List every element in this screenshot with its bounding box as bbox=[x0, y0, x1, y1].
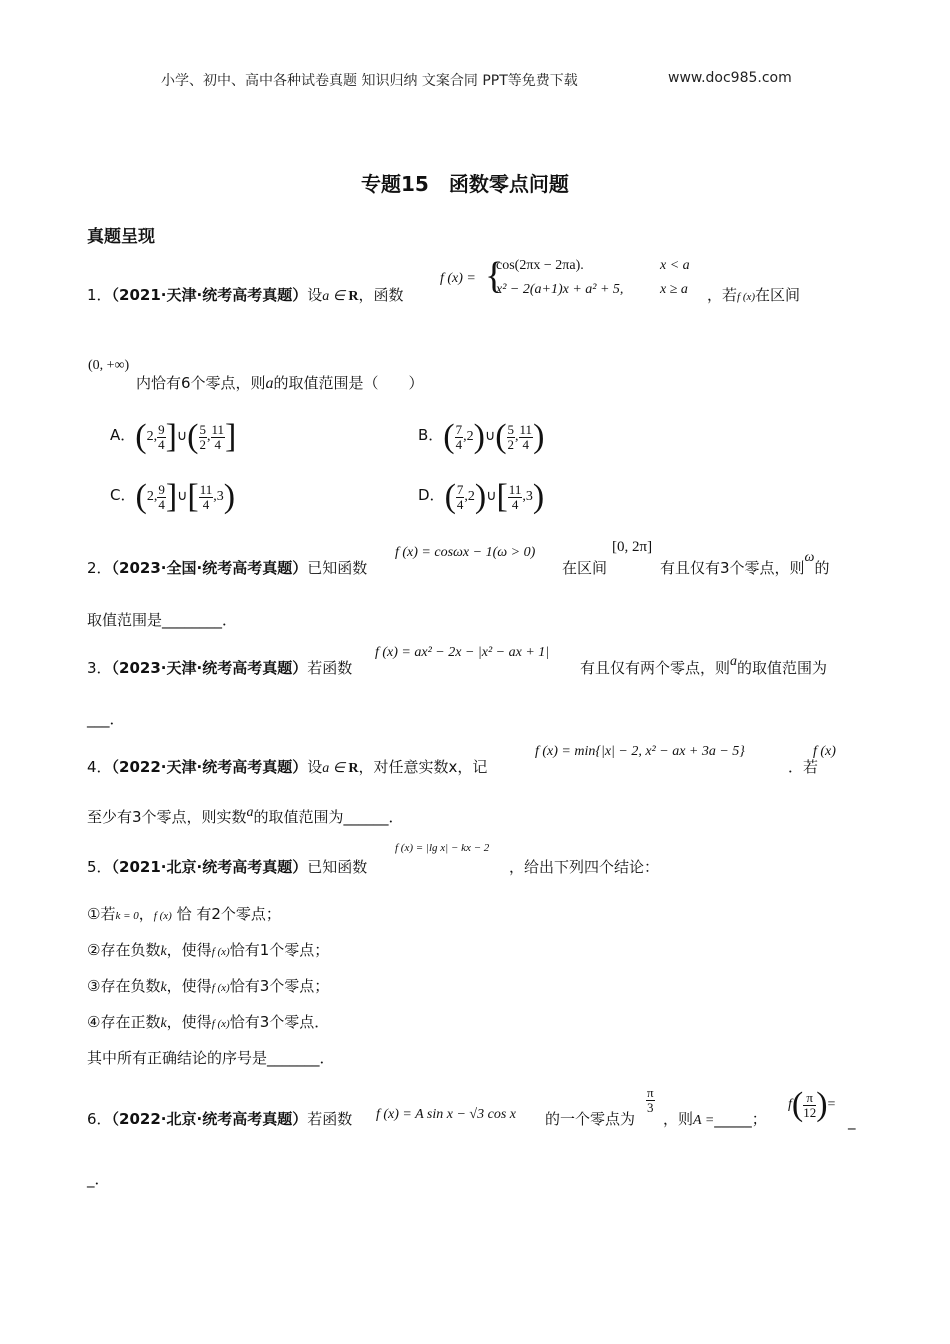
q1-function-lhs: f (x) = bbox=[440, 271, 476, 286]
q4-formula: f (x) = min{|x| − 2, x² − ax + 3a − 5} bbox=[535, 744, 745, 759]
q3-number: 3． bbox=[87, 659, 112, 677]
q3-answer-line: ___． bbox=[87, 710, 125, 728]
q2-formula: f (x) = cosωx − 1(ω > 0) bbox=[395, 545, 536, 560]
q5-item-3: ③存在负数k，使得f (x)恰有3个零点； bbox=[87, 977, 330, 995]
q1-source: （2021·天津·统考高考真题） bbox=[111, 286, 308, 304]
q5-item-4: ④存在正数k，使得f (x)恰有3个零点． bbox=[87, 1013, 330, 1031]
q1-option-b[interactable]: B．( $\frac{7}{4}$ ,2)∪( $\frac{5}{2}$ , $\frac{11}{4}$ ) bbox=[418, 418, 545, 455]
q6-f-pi12: f( $\frac{\pi}{12}$ )= bbox=[788, 1086, 836, 1123]
q2-answer-line: 取值范围是________． bbox=[87, 611, 238, 629]
q1-case2-cond: x ≥ a bbox=[660, 282, 688, 297]
q1-case1: cos(2πx − 2πa). bbox=[496, 258, 584, 273]
q3-source: （2023·天津·统考高考真题） bbox=[111, 659, 308, 677]
q5-conclusion: 其中所有正确结论的序号是_______． bbox=[87, 1049, 335, 1067]
q3-formula: f (x) = ax² − 2x − |x² − ax + 1| bbox=[375, 645, 550, 660]
q2-source: （2023·全国·统考高考真题） bbox=[111, 559, 308, 577]
q1-number: 1． bbox=[87, 286, 112, 304]
q5-item-1: ①若k = 0，f (x) 恰 有2个零点； bbox=[87, 905, 281, 923]
q4-number: 4． bbox=[87, 758, 112, 776]
q6-answer-line: _． bbox=[87, 1170, 110, 1188]
q6-number: 6． bbox=[87, 1110, 112, 1128]
header-text: 小学、初中、高中各种试卷真题 知识归纳 文案合同 PPT等免费下载 bbox=[161, 73, 578, 89]
q1-case1-cond: x < a bbox=[660, 258, 690, 273]
q5-formula: f (x) = |lg x| − kx − 2 bbox=[395, 842, 490, 854]
q1-case2: x² − 2(a+1)x + a² + 5, bbox=[496, 282, 624, 297]
q1-option-c[interactable]: C．(2, $\frac{9}{4}$ ]∪[ $\frac{11}{4}$ ,3) bbox=[110, 478, 236, 515]
q6-source: （2022·北京·统考高考真题） bbox=[111, 1110, 308, 1128]
q1-brace: { bbox=[485, 255, 504, 297]
q5-number: 5． bbox=[87, 858, 112, 876]
q1-option-d[interactable]: D．( $\frac{7}{4}$ ,2)∪[ $\frac{11}{4}$ ,3) bbox=[418, 478, 545, 515]
q5-item-2: ②存在负数k，使得f (x)恰有1个零点； bbox=[87, 941, 330, 959]
header-url[interactable]: www.doc985.com bbox=[668, 70, 792, 86]
section-heading: 真题呈现 bbox=[87, 227, 155, 247]
q4-fx: f (x) bbox=[813, 744, 836, 759]
q5-source: （2021·北京·统考高考真题） bbox=[111, 858, 308, 876]
q4-source: （2022·天津·统考高考真题） bbox=[111, 758, 308, 776]
q2-interval: [0, 2π] bbox=[612, 539, 653, 555]
q1-interval: (0, +∞) bbox=[88, 358, 130, 373]
q2-number: 2． bbox=[87, 559, 112, 577]
q1-option-a[interactable]: A．(2, $\frac{9}{4}$ ]∪( $\frac{5}{2}$ , $\frac{11}{4}$ ] bbox=[110, 418, 237, 455]
page-title: 专题15 函数零点问题 bbox=[361, 172, 569, 196]
q6-formula: f (x) = A sin x − √3 cos x bbox=[376, 1107, 516, 1122]
q6-zero-frac: $\frac{\pi}{3}$ bbox=[647, 1085, 654, 1115]
